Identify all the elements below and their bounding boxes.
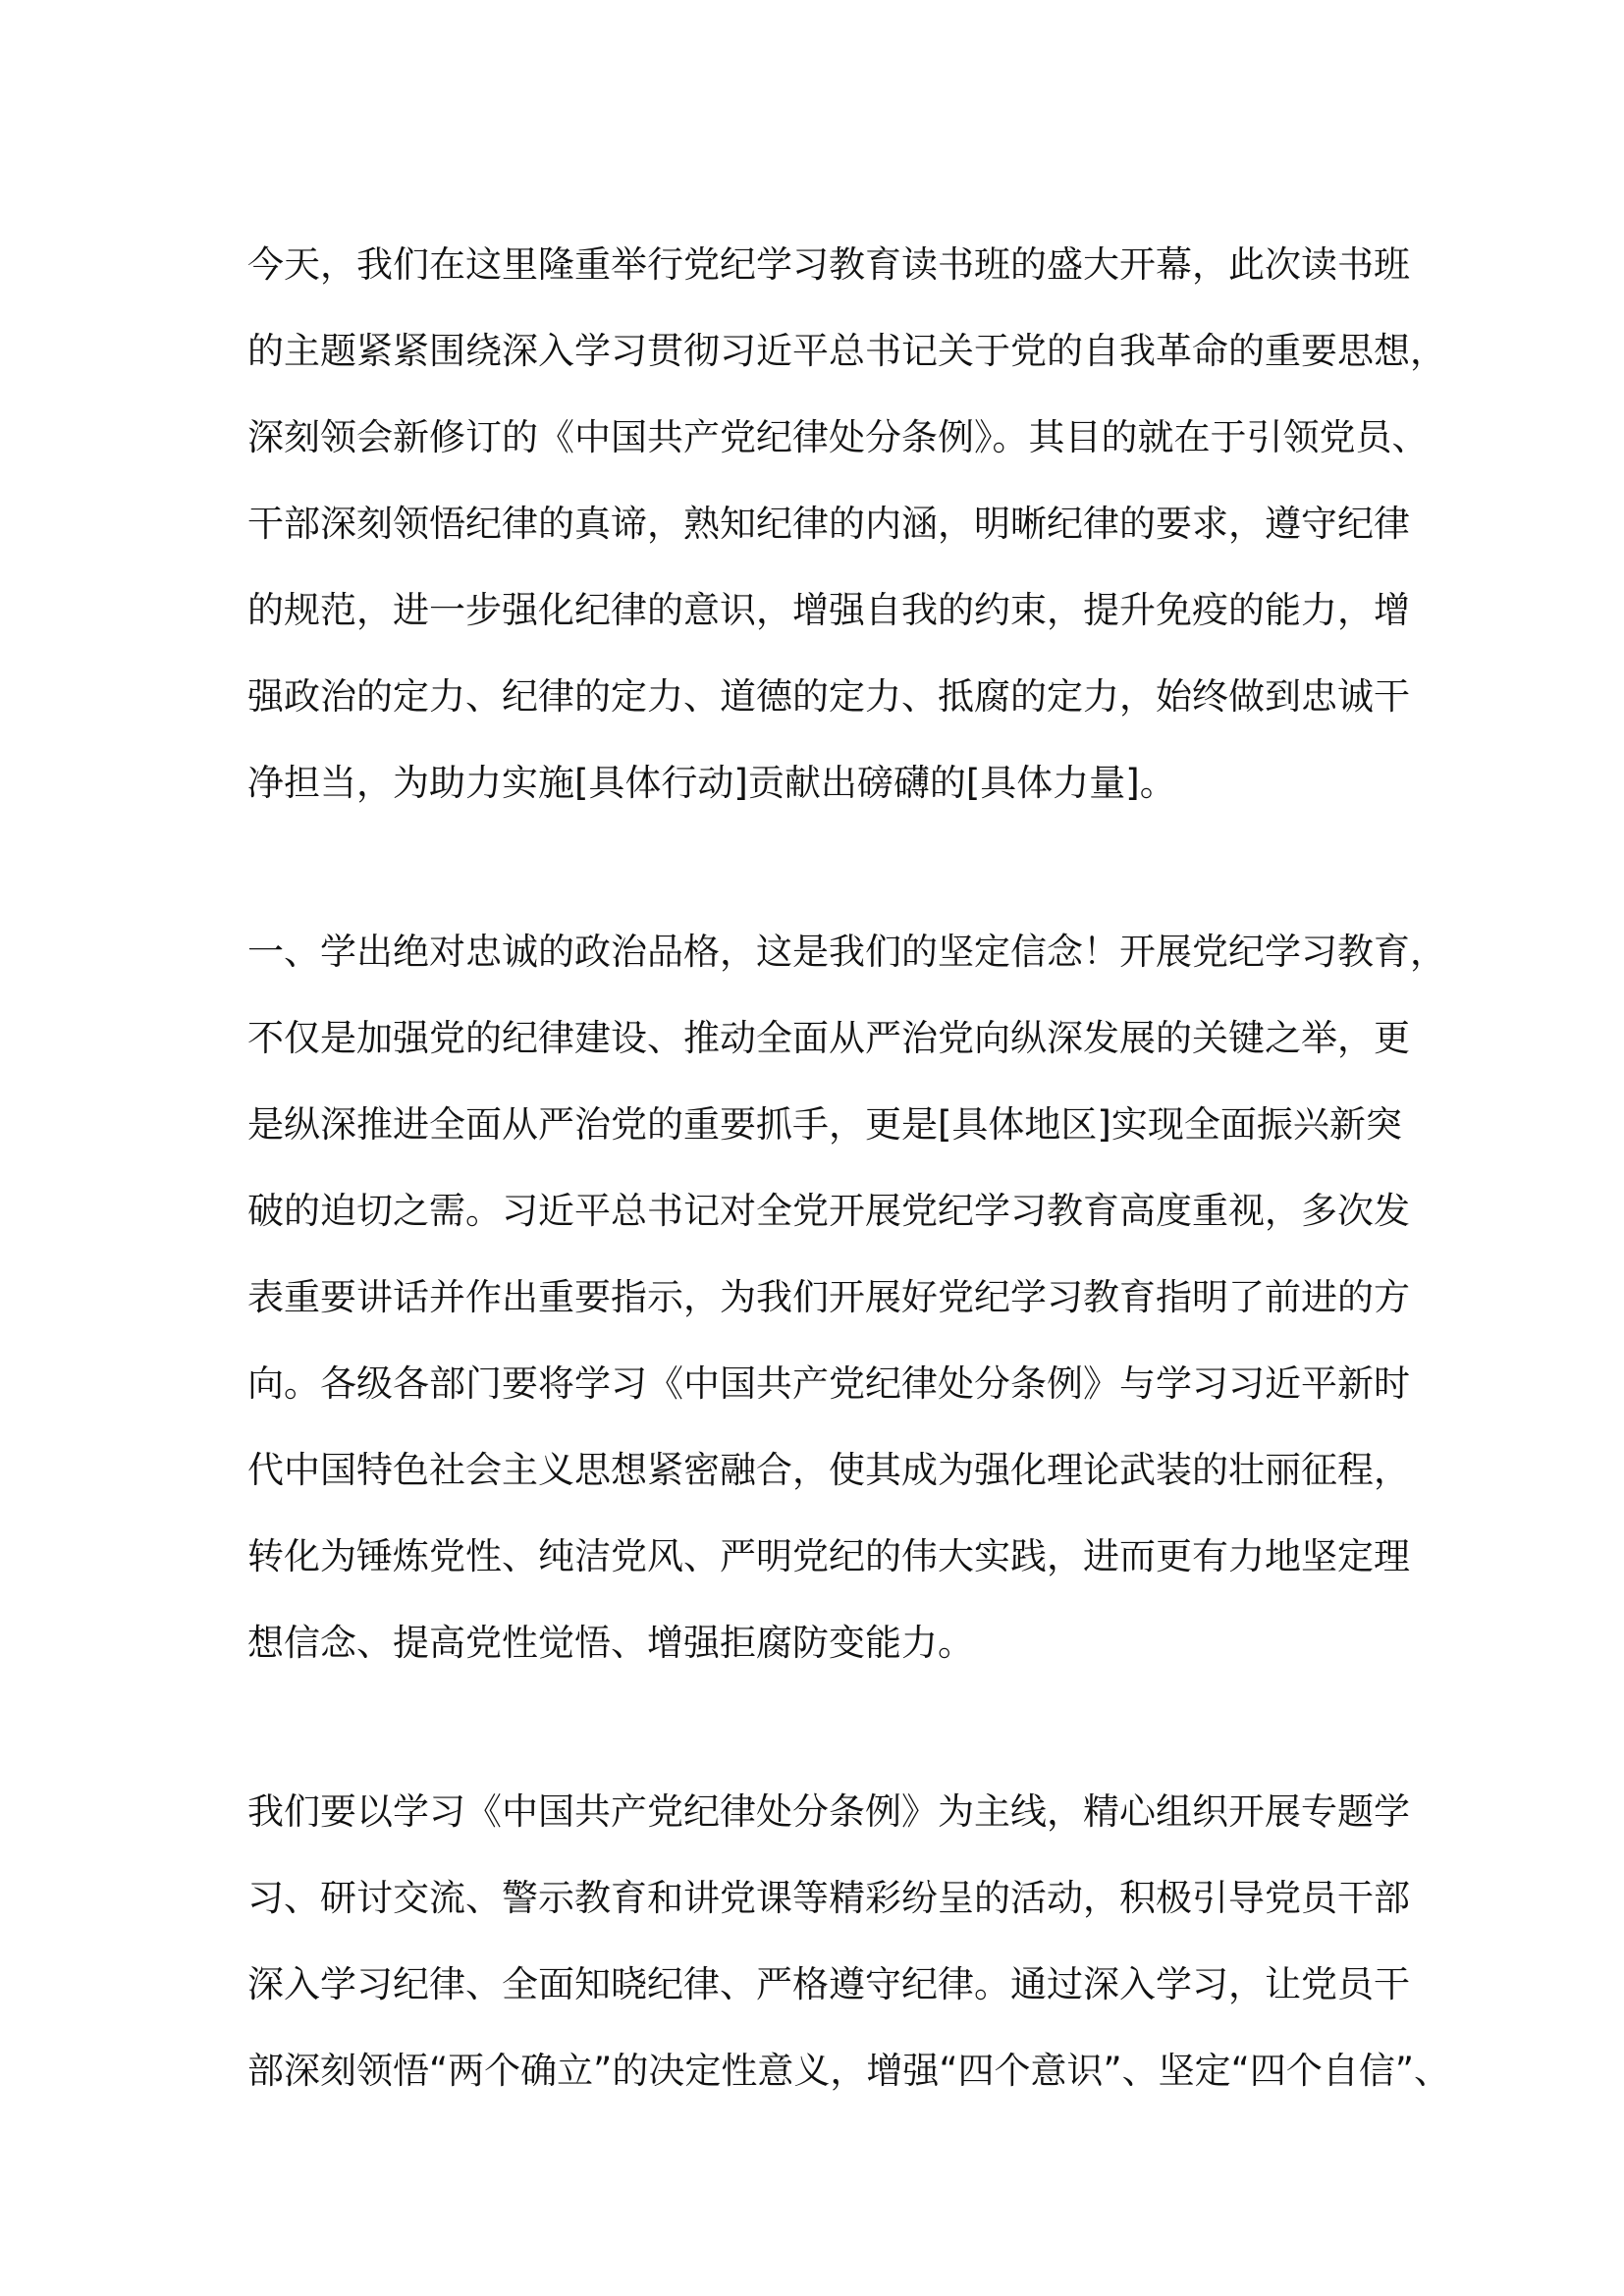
text-line: 不仅是加强党的纪律建设、推动全面从严治党向纵深发展的关键之举，更	[247, 1017, 1410, 1059]
text-line: 的主题紧紧围绕深入学习贯彻习近平总书记关于党的自我革命的重要思想，	[247, 330, 1446, 372]
text-line: 深入学习纪律、全面知晓纪律、严格遵守纪律。通过深入学习，让党员干	[247, 1963, 1410, 2005]
text-line: 转化为锤炼党性、纯洁党风、严明党纪的伟大实践，进而更有力地坚定理	[247, 1535, 1410, 1577]
paragraph-spacer	[247, 1686, 1406, 1769]
text-line: 强政治的定力、纪律的定力、道德的定力、抵腐的定力，始终做到忠诚干	[247, 675, 1410, 718]
text-line: 今天，我们在这里隆重举行党纪学习教育读书班的盛大开幕，此次读书班	[247, 243, 1410, 286]
text-line: 表重要讲话并作出重要指示，为我们开展好党纪学习教育指明了前进的方	[247, 1276, 1410, 1318]
paragraph-spacer	[247, 827, 1406, 909]
text-line: 习、研讨交流、警示教育和讲党课等精彩纷呈的活动，积极引导党员干部	[247, 1877, 1410, 1919]
document-body	[247, 222, 1451, 2114]
text-line: 的规范，进一步强化纪律的意识，增强自我的约束，提升免疫的能力，增	[247, 589, 1410, 631]
text-line: 干部深刻领悟纪律的真谛，熟知纪律的内涵，明晰纪律的要求，遵守纪律	[247, 503, 1410, 545]
text-line: 净担当，为助力实施[具体行动]贡献出磅礴的[具体力量]。	[247, 762, 1176, 804]
text-line: 是纵深推进全面从严治党的重要抓手，更是[具体地区]实现全面振兴新突	[247, 1103, 1402, 1146]
text-line: 向。各级各部门要将学习《中国共产党纪律处分条例》与学习习近平新时	[247, 1362, 1410, 1405]
text-line: 部深刻领悟“两个确立”的决定性意义，增强“四个意识”、坚定“四个自信”、	[247, 2050, 1451, 2092]
text-line: 深刻领会新修订的《中国共产党纪律处分条例》。其目的就在于引领党员、	[247, 416, 1429, 458]
paragraph-opening	[247, 222, 1446, 827]
text-line: 一、学出绝对忠诚的政治品格，这是我们的坚定信念！开展党纪学习教育，	[247, 931, 1446, 973]
text-line: 破的迫切之需。习近平总书记对全党开展党纪学习教育高度重视，多次发	[247, 1190, 1410, 1232]
text-line: 想信念、提高党性觉悟、增强拒腐防变能力。	[247, 1622, 974, 1664]
text-line: 我们要以学习《中国共产党纪律处分条例》为主线，精心组织开展专题学	[247, 1790, 1410, 1833]
paragraph-study-plan	[247, 1769, 1451, 2114]
paragraph-section-one	[247, 909, 1446, 1686]
text-line: 代中国特色社会主义思想紧密融合，使其成为强化理论武装的壮丽征程，	[247, 1449, 1410, 1491]
